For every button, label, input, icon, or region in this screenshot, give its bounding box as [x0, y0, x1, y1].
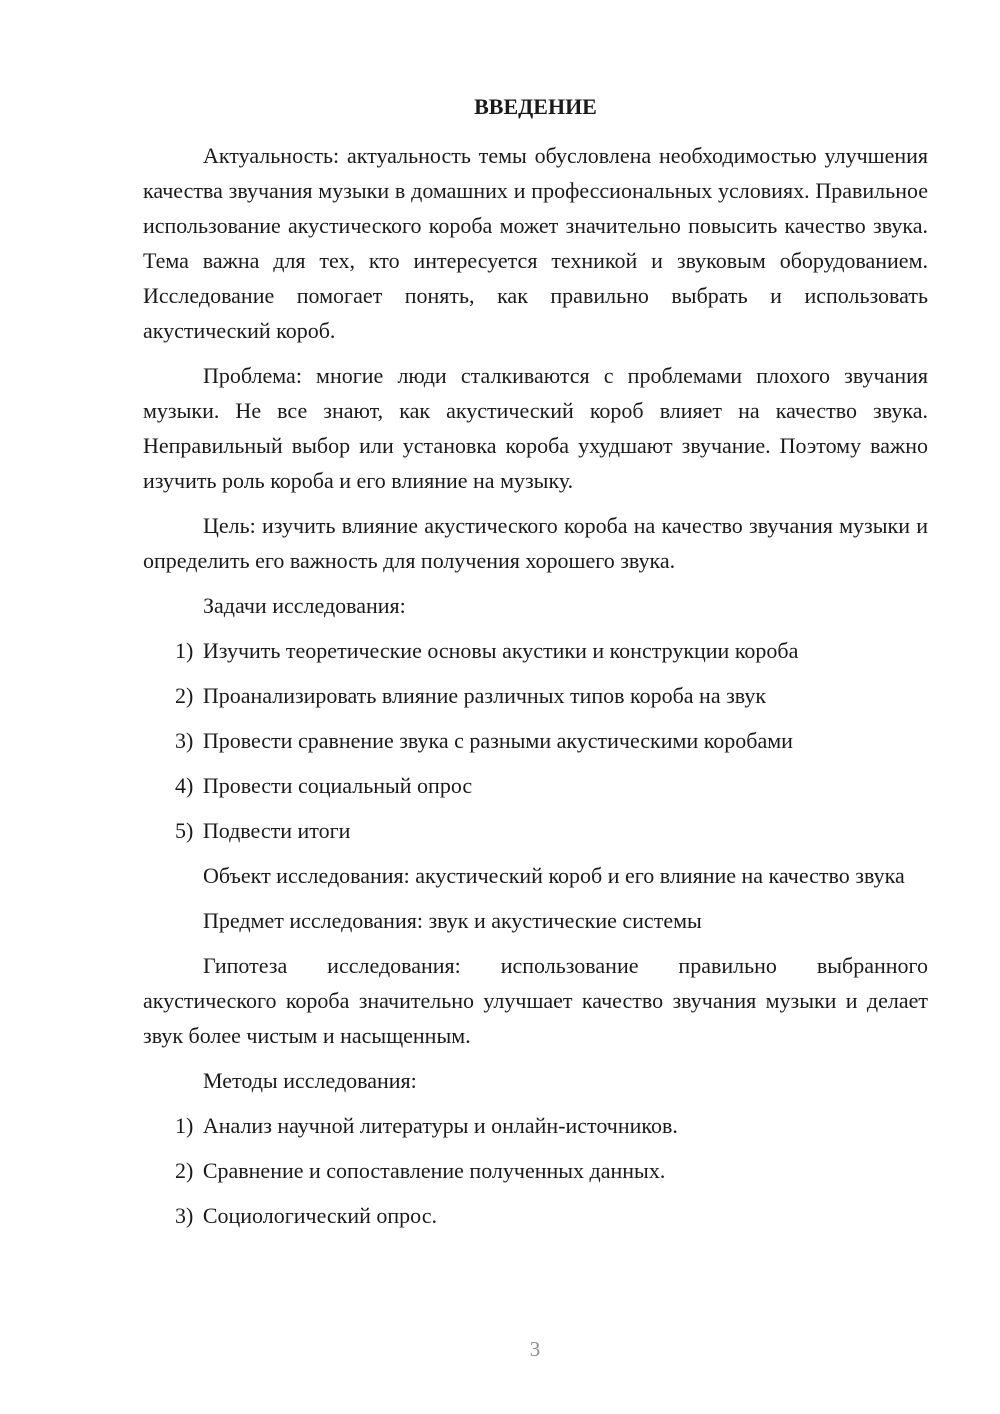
list-item-number: 4) [175, 773, 194, 798]
list-item-text: Анализ научной литературы и онлайн-источников. [202, 1113, 678, 1138]
document-page [143, 92, 928, 1243]
list-item-text: Провести сравнение звука с разными акустическими коробами [202, 728, 793, 753]
list-item [143, 768, 928, 803]
list-item-text: Подвести итоги [202, 818, 351, 843]
tasks-list [143, 633, 928, 848]
list-item-number: 1) [175, 638, 194, 663]
list-item-number: 1) [175, 1113, 194, 1138]
list-item [143, 813, 928, 848]
methods-list [143, 1108, 928, 1233]
list-item [143, 1198, 928, 1233]
list-item-text: Провести социальный опрос [202, 773, 473, 798]
object-paragraph: Объект исследования: акустический короб и его влияние на качество звука [203, 863, 905, 888]
list-item-text: Проанализировать влияние различных типов короба на звук [202, 683, 767, 708]
subject-paragraph: Предмет исследования: звук и акустические системы [203, 908, 702, 933]
list-item-number: 3) [175, 1203, 194, 1228]
list-item-number: 5) [175, 818, 194, 843]
methods-label: Методы исследования: [203, 1068, 417, 1093]
tasks-label: Задачи исследования: [203, 593, 406, 618]
list-item-text: Социологический опрос. [202, 1203, 437, 1228]
list-item [143, 1108, 928, 1143]
list-item [143, 633, 928, 668]
hypothesis-paragraph: Гипотеза исследования: использование правильно выбранного акустического короба значительно улучшает качество звучания музыки и делает звук более чистым и насыщенным. [143, 953, 928, 1048]
list-item [143, 723, 928, 758]
section-title: ВВЕДЕНИЕ [474, 94, 597, 119]
list-item-number: 2) [175, 1158, 194, 1183]
goal-paragraph: Цель: изучить влияние акустического короба на качество звучания музыки и определить его важность для получения хорошего звука. [143, 513, 928, 573]
problem-paragraph: Проблема: многие люди сталкиваются с проблемами плохого звучания музыки. Не все знают, как акустический короб влияет на качество звука. Неправильный выбор или установка короба ухудшают звучание. Поэтому важно изучить роль короба и его влияние на музыку. [143, 363, 928, 493]
relevance-paragraph: Актуальность: актуальность темы обусловлена необходимостью улучшения качества звучания музыки в домашних и профессиональных условиях. Правильное использование акустического короба может значительно повысить качество звука. Тема важна для тех, кто интересуется техникой и звуковым оборудованием. Исследование помогает понять, как правильно выбрать и использовать акустический короб. [143, 143, 928, 343]
list-item-text: Сравнение и сопоставление полученных данных. [202, 1158, 666, 1183]
list-item-number: 3) [175, 728, 194, 753]
list-item [143, 1153, 928, 1188]
page-number: 3 [529, 1337, 541, 1361]
list-item-number: 2) [175, 683, 194, 708]
list-item-text: Изучить теоретические основы акустики и конструкции короба [202, 638, 799, 663]
list-item [143, 678, 928, 713]
